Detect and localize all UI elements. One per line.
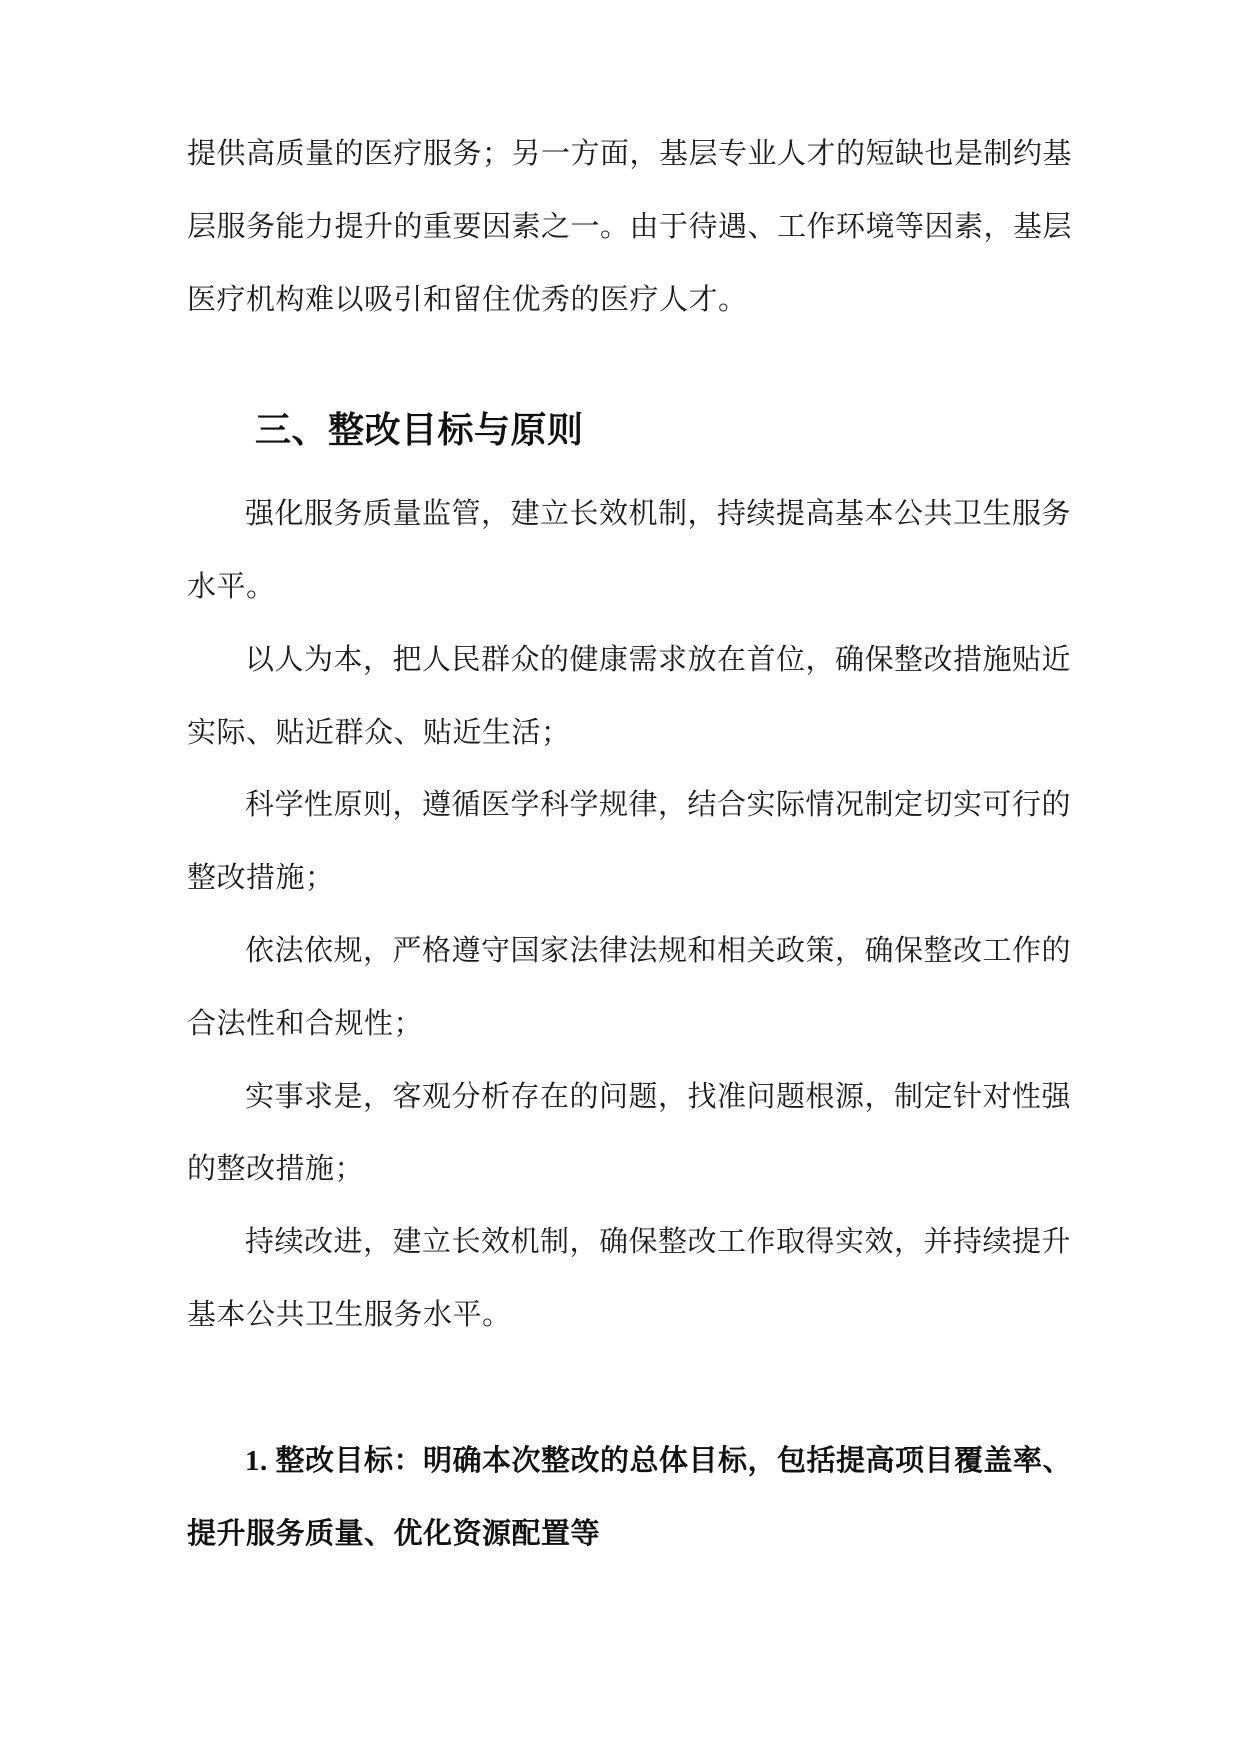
text-line: 科学性原则，遵循医学科学规律，结合实际情况制定切实可行的 — [245, 789, 1072, 822]
text-line: 基本公共卫生服务水平。 — [187, 1298, 512, 1331]
body-paragraph — [187, 915, 1091, 1061]
text-line: 合法性和合规性； — [187, 1007, 424, 1040]
body-paragraph — [187, 118, 1091, 336]
body-paragraph — [187, 769, 1091, 915]
text-line: 强化服务质量监管，建立长效机制，持续提高基本公共卫生服务 — [245, 498, 1072, 531]
text-line: 以人为本，把人民群众的健康需求放在首位，确保整改措施贴近 — [245, 643, 1072, 676]
text-line: 1. 整改目标：明确本次整改的总体目标，包括提高项目覆盖率、 — [245, 1444, 1073, 1477]
text-line: 水平。 — [187, 570, 276, 603]
text-line: 层服务能力提升的重要因素之一。由于待遇、工作环境等因素，基层 — [187, 210, 1073, 243]
text-line: 持续改进，建立长效机制，确保整改工作取得实效，并持续提升 — [245, 1226, 1072, 1259]
section-heading-text: 三、整改目标与原则 — [255, 410, 584, 451]
body-paragraph — [187, 1061, 1091, 1207]
text-line: 的整改措施； — [187, 1153, 365, 1186]
section-heading — [187, 394, 1091, 467]
text-line: 整改措施； — [187, 862, 335, 895]
text-line: 提升服务质量、优化资源配置等 — [187, 1517, 601, 1550]
body-paragraph — [187, 1206, 1091, 1352]
body-paragraph — [187, 624, 1091, 770]
body-paragraph — [187, 478, 1091, 624]
text-line: 医疗机构难以吸引和留住优秀的医疗人才。 — [187, 283, 748, 316]
text-line: 实际、贴近群众、贴近生活； — [187, 716, 571, 749]
numbered-list-item — [187, 1425, 1091, 1571]
text-line: 实事求是，客观分析存在的问题，找准问题根源，制定针对性强 — [245, 1080, 1072, 1113]
text-line: 提供高质量的医疗服务；另一方面，基层专业人才的短缺也是制约基 — [187, 138, 1073, 170]
text-line: 依法依规，严格遵守国家法律法规和相关政策，确保整改工作的 — [245, 934, 1072, 967]
